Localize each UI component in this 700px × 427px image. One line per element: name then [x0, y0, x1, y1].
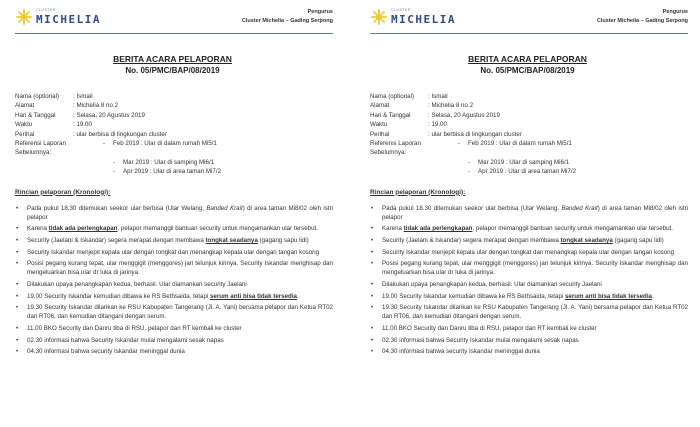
document-title: BERITA ACARA PELAPORAN: [113, 54, 232, 64]
chronology-item: • 19.00 Security Iskandar kemudian dibawa ke RS Bethsaida, tetapi serum anti bisa tidak tersedia.: [15, 292, 333, 301]
field-label: Nama (optional): [370, 93, 415, 100]
field-row: [370, 101, 700, 110]
logo-title: MICHELIA: [391, 12, 456, 26]
field-row: [15, 111, 345, 120]
sun-flower-icon: [370, 8, 388, 26]
chronology-item: • 19.30 Security Iskandar dilarikan ke RSU Kabupaten Tangerang (Jl. A. Yani) bersama pelapor dan Ketua RT02 dan RT06, dan kemudian ditangani dengan serum.: [370, 303, 688, 321]
chronology-item: • 11.00 BKO Security dan Danru tiba di RSU, pelapor dan RT kembali ke cluster: [370, 324, 688, 333]
field-label: Nama (optional): [15, 93, 60, 100]
logo-subtitle: CLUSTER: [391, 8, 411, 13]
field-row: [15, 120, 345, 129]
title-block: [355, 54, 700, 76]
field-row: [15, 92, 345, 101]
field-label: Waktu: [370, 121, 388, 129]
chronology-item: • Karena tidak ada perlengkapan, pelapor memanggil bantuan security untuk mengamankan ular tersebut.: [370, 224, 688, 233]
field-row: [370, 111, 700, 120]
title-block: [0, 54, 345, 76]
org-line-1: Pengurus: [307, 9, 333, 15]
field-label: Perihal: [370, 130, 390, 138]
reference-item-row: - Mar 2019 : Ular di samping Mi6/1: [113, 158, 215, 166]
header-divider: [15, 33, 333, 34]
field-value: : Michelia 8 no.2: [73, 102, 119, 110]
reference-item-row: - Mar 2019 : Ular di samping Mi6/1: [468, 158, 570, 166]
report-fields: [370, 92, 700, 177]
chronology-item: • 19.00 Security Iskandar kemudian dibawa ke RS Bethsaida, tetapi serum anti bisa tidak tersedia.: [370, 292, 688, 301]
document-title: BERITA ACARA PELAPORAN: [468, 54, 587, 64]
field-value: : ular berbisa di lingkungan cluster: [73, 130, 167, 138]
chronology-item: • Karena tidak ada perlengkapan, pelapor memanggil bantuan security untuk mengamankan ular tersebut.: [15, 224, 333, 233]
document-number: No. 05/PMC/BAP/08/2019: [125, 66, 220, 75]
chronology-item: • Dilakukan upaya penangkapan kedua, berhasil. Ular diamankan security Jaelani: [370, 280, 688, 289]
field-value: : ular berbisa di lingkungan cluster: [428, 130, 522, 138]
field-value: : 19.00: [73, 121, 92, 129]
chronology-item: • Security (Jaelani & Iskandar) segera merapat dengan membawa tongkat seadanya (gagang sapu lidi): [370, 236, 688, 245]
field-row: [15, 101, 345, 110]
document-number: No. 05/PMC/BAP/08/2019: [480, 66, 575, 75]
field-value: : Michelia 8 no.2: [428, 102, 474, 110]
organization-info: [597, 8, 688, 26]
sun-flower-icon: [15, 8, 33, 26]
report-fields: [15, 92, 345, 177]
document-page-left: [0, 0, 345, 427]
logo-subtitle: CLUSTER: [36, 8, 56, 13]
letterhead: [15, 0, 333, 34]
chronology-item: • 02.30 informasi bahwa Security Iskandar mulai mengalami sesak napas: [15, 336, 333, 345]
field-value: : 19.00: [428, 121, 447, 129]
header-divider: [370, 33, 688, 34]
org-line-1: Pengurus: [662, 9, 688, 15]
organization-info: [242, 8, 333, 26]
reference-row: Referensi Laporan Sebelumnya: - Feb 2019 : Ular di dalam rumah Mi5/1: [370, 140, 572, 157]
field-label: Perihal: [15, 130, 35, 138]
field-label: Alamat: [370, 102, 390, 110]
letterhead: [370, 0, 688, 34]
reference-item-row: - Apr 2019 : Ular di area taman Mi7/2: [113, 168, 222, 176]
chronology-heading: Rincian pelaporan (Kronologi):: [370, 188, 466, 196]
document-page-right: [355, 0, 700, 427]
cluster-logo: [370, 8, 456, 26]
chronology-heading: Rincian pelaporan (Kronologi):: [15, 188, 111, 196]
reference-row: Referensi Laporan Sebelumnya: - Feb 2019 : Ular di dalam rumah Mi5/1: [15, 140, 217, 157]
chronology-item: • 11.00 BKO Security dan Danru tiba di RSU, pelapor dan RT kembali ke cluster: [15, 324, 333, 333]
reference-item: Feb 2019 : Ular di dalam rumah Mi5/1: [113, 140, 217, 148]
chronology-item: • Pada pukul 18.30 ditemukan seekor ular berbisa (Ular Welang, Banded Krait) di area taman Mi8/02 oleh istri pelapor: [370, 204, 688, 222]
reference-label: Referensi Laporan Sebelumnya:: [370, 140, 421, 157]
logo-title: MICHELIA: [36, 12, 101, 26]
chronology-item: • 04.30 informasi bahwa security Iskandar meninggal dunia: [15, 347, 333, 356]
chronology-item: • Security Iskandar menjepit kepala ular dengan tongkat dan menangkap kepala ular dengan tangan kosong: [15, 248, 333, 257]
chronology-item: • Posisi pegang kurang tepat, ular menggigit (menggores) jari telunjuk kirinya. Security Iskandar menghisap dan mengeluarkan bisa ular dr luka di jarinya.: [370, 259, 688, 277]
field-label: Alamat: [15, 102, 35, 110]
reference-label: Referensi Laporan Sebelumnya:: [15, 140, 66, 157]
field-label: Waktu: [15, 121, 33, 129]
field-row: [370, 130, 700, 139]
chronology-item: • 04.30 informasi bahwa security Iskandar meninggal dunia: [370, 347, 688, 356]
field-row: [370, 92, 700, 101]
field-row: [15, 130, 345, 139]
chronology-item: • Posisi pegang kurang tepat, ular menggigit (menggores) jari telunjuk kirinya. Security Iskandar menghisap dan mengeluarkan bisa ular dr luka di jarinya.: [15, 259, 333, 277]
chronology-item: • 02.30 informasi bahwa Security Iskandar mulai mengalami sesak napas: [370, 336, 688, 345]
chronology-item: • Security (Jaelani & Iskandar) segera merapat dengan membawa tongkat seadanya (gagang sapu lidi): [15, 236, 333, 245]
field-value: : Ismail: [428, 93, 448, 100]
chronology-item: • Dilakukan upaya penangkapan kedua, berhasil. Ular diamankan security Jaelani: [15, 280, 333, 289]
org-line-2: Cluster Michelia – Gading Serpong: [596, 18, 688, 24]
reference-item-row: - Apr 2019 : Ular di area taman Mi7/2: [468, 168, 577, 176]
chronology-item: • Security Iskandar menjepit kepala ular dengan tongkat dan menangkap kepala ular dengan tangan kosong: [370, 248, 688, 257]
field-value: : Ismail: [73, 93, 93, 100]
field-label: Hari & Tanggal: [15, 111, 56, 119]
org-line-2: Cluster Michelia – Gading Serpong: [241, 18, 333, 24]
chronology-item: • Pada pukul 18.30 ditemukan seekor ular berbisa (Ular Welang, Banded Krait) di area taman Mi8/02 oleh istri pelapor: [15, 204, 333, 222]
field-value: : Selasa, 20 Agustus 2019: [73, 111, 145, 119]
reference-item: Feb 2019 : Ular di dalam rumah Mi5/1: [468, 140, 572, 148]
field-value: : Selasa, 20 Agustus 2019: [428, 111, 500, 119]
chronology-list: [370, 204, 688, 357]
chronology-list: [15, 204, 333, 357]
field-label: Hari & Tanggal: [370, 111, 411, 119]
chronology-item: • 19.30 Security Iskandar dilarikan ke RSU Kabupaten Tangerang (Jl. A. Yani) bersama pelapor dan Ketua RT02 dan RT06, dan kemudian ditangani dengan serum.: [15, 303, 333, 321]
cluster-logo: [15, 8, 101, 26]
field-row: [370, 120, 700, 129]
